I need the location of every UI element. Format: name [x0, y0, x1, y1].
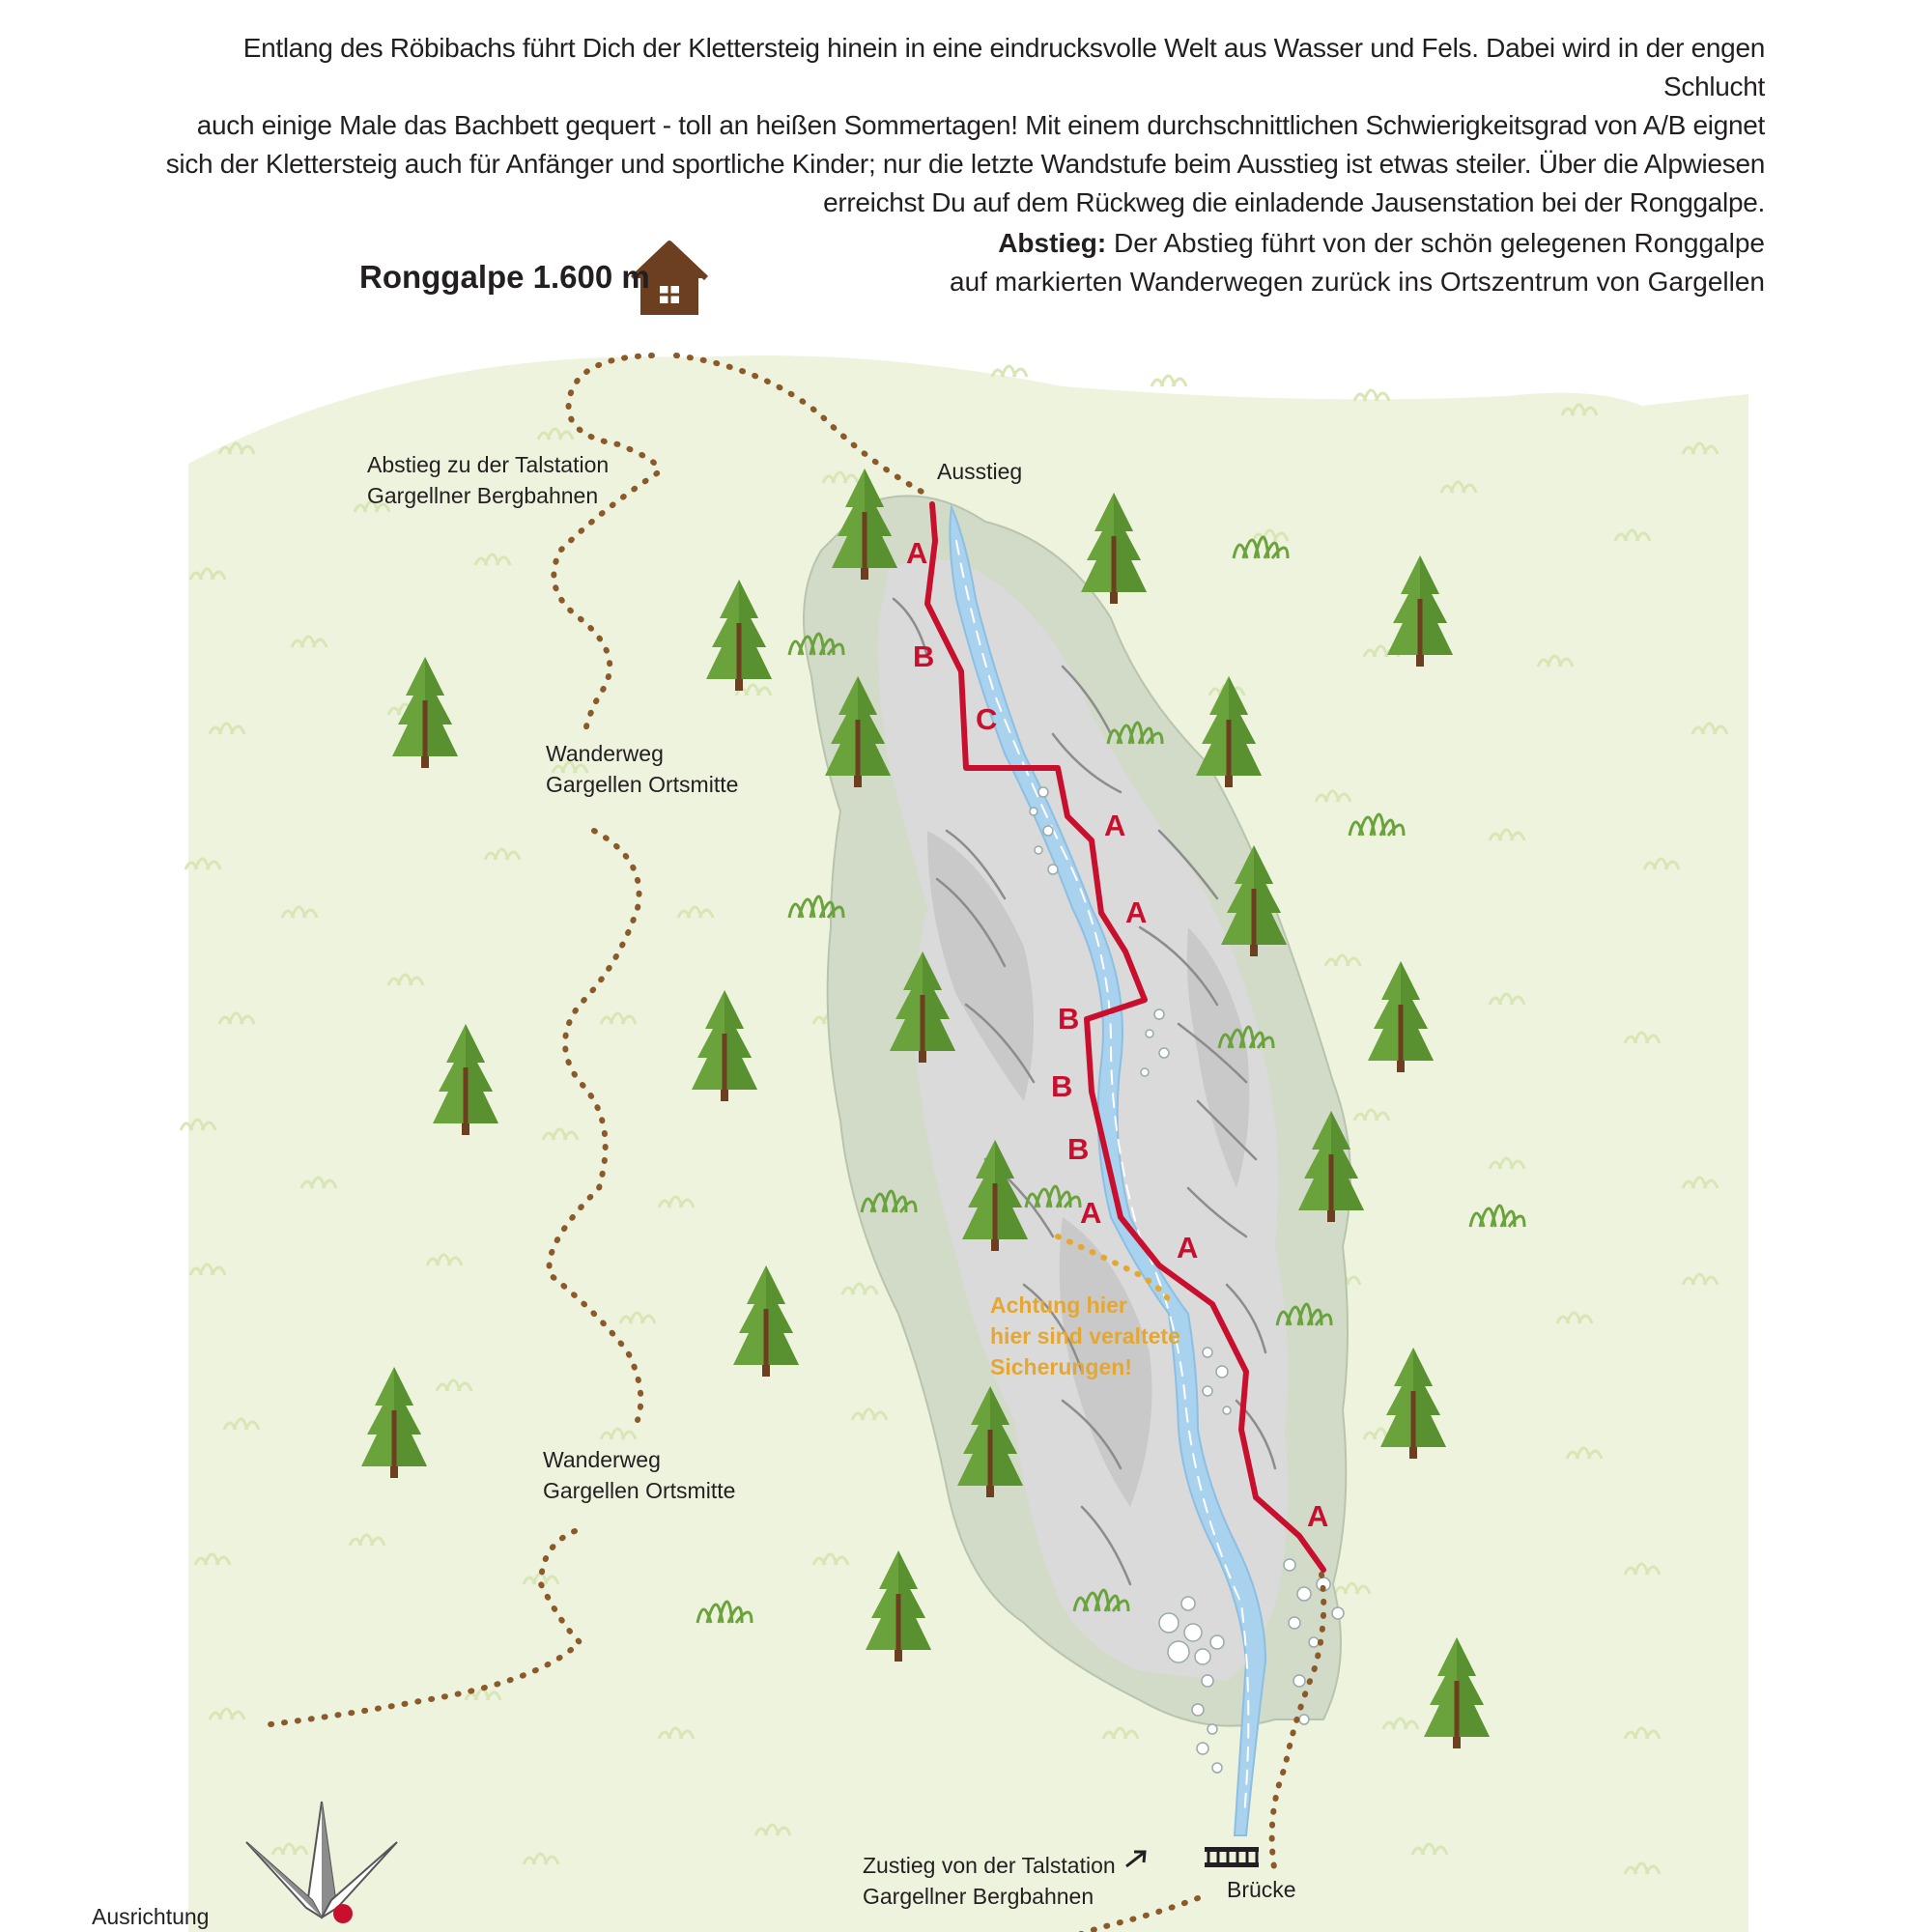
grade-label: A — [906, 536, 928, 570]
intro-line: auch einige Male das Bachbett gequert - toll an heißen Sommertagen! Mit einem durchschnittlichen Schwierigkeitsgrad von A/B eignet — [196, 110, 1765, 140]
grade-label: A — [1125, 895, 1148, 929]
warning-line1: Achtung hier — [990, 1293, 1127, 1318]
grade-label: B — [1067, 1132, 1090, 1166]
trail-label-line1: Wanderweg — [543, 1447, 661, 1472]
warning-line2: hier sind veraltete — [990, 1323, 1180, 1349]
orientation-label: Ausrichtung — [92, 1904, 210, 1929]
grade-label: B — [1051, 1069, 1073, 1103]
bridge-label: Brücke — [1227, 1877, 1296, 1902]
grade-label: B — [1058, 1002, 1080, 1036]
grade-label: C — [976, 702, 998, 736]
descent-path-label — [367, 449, 609, 511]
grade-label: A — [1307, 1499, 1329, 1533]
trail-label-lower — [543, 1444, 735, 1506]
intro-line: erreichst Du auf dem Rückweg die einladende Jausenstation bei der Ronggalpe. — [823, 187, 1765, 217]
descent-label: Abstieg: — [998, 228, 1107, 258]
intro-line: Entlang des Röbibachs führt Dich der Klettersteig hinein in eine eindrucksvolle Welt aus Wasser und Fels. Dabei wird in der engen Schlucht — [242, 33, 1765, 101]
grade-label: A — [1177, 1231, 1199, 1264]
approach-line1: Zustieg von der Talstation — [863, 1853, 1116, 1878]
intro-line: sich der Klettersteig auch für Anfänger und sportliche Kinder; nur die letzte Wandstufe beim Ausstieg ist etwas steiler. Über die Alpwiesen — [165, 149, 1765, 179]
trail-label-line2: Gargellen Ortsmitte — [543, 1478, 736, 1503]
warning-label — [990, 1290, 1180, 1382]
descent-line1: Der Abstieg führt von der schön gelegenen Ronggalpe — [1113, 228, 1765, 258]
warning-line3: Sicherungen! — [990, 1354, 1132, 1379]
trail-label-upper — [546, 738, 738, 800]
descent-path-line2: Gargellner Bergbahnen — [367, 483, 599, 508]
exit-label: Ausstieg — [937, 459, 1023, 484]
approach-line2: Gargellner Bergbahnen — [863, 1884, 1094, 1909]
approach-label — [863, 1850, 1116, 1912]
peak-label: Ronggalpe 1.600 m — [359, 259, 650, 295]
trail-label-line1: Wanderweg — [546, 741, 664, 766]
grade-label: B — [913, 639, 935, 673]
descent-line2: auf markierten Wanderwegen zurück ins Ortszentrum von Gargellen — [950, 267, 1765, 297]
descent-path-line1: Abstieg zu der Talstation — [367, 452, 610, 477]
grade-label: A — [1104, 809, 1126, 842]
trail-label-line2: Gargellen Ortsmitte — [546, 772, 739, 797]
grade-label: A — [1080, 1196, 1102, 1230]
